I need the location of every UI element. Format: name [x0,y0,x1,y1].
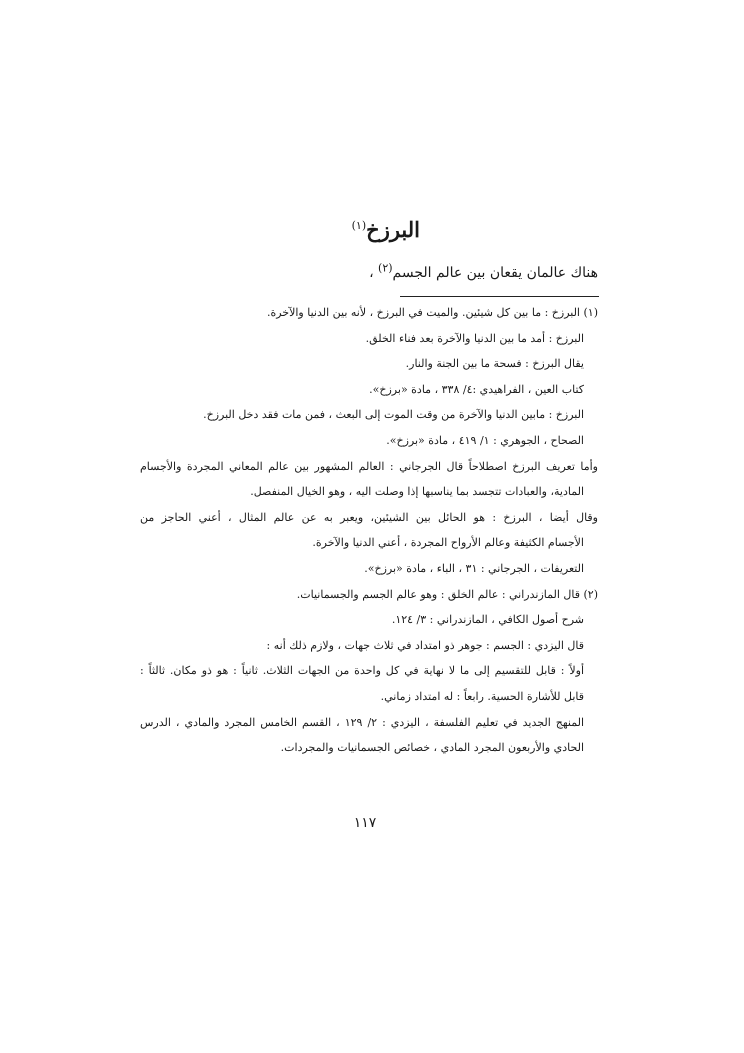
footnote-line: الأجسام الكثيفة وعالم الأرواح المجردة ، أعني الدنيا والآخرة. [312,536,584,550]
footnote-line: أولاً : قابل للتقسيم إلى ما لا نهاية في كل واحدة من الجهات الثلاث. ثانياً : هو ذو مكان. ثالثاً : [140,664,584,678]
footnote-line: وقال أيضا ، البرزخ : هو الحائل بين الشيئين، ويعبر به عن عالم المثال ، أعني الحاجز من [140,510,598,524]
footnote-line: شرح أصول الكافي ، المازندراني : ٣/ ١٢٤. [391,613,584,627]
intro-text: هناك عالمان يقعان بين عالم الجسم [392,265,598,281]
footnote-separator [400,296,599,297]
footnote-line: الصحاح ، الجوهري : ١/ ٤١٩ ، مادة «برزخ». [386,433,584,447]
footnote-line: وأما تعريف البرزخ اصطلاحاً قال الجرجاني : العالم المشهور بين عالم المعاني المجردة والأجسام [140,459,598,473]
footnote-line: الحادي والأربعون المجرد المادي ، خصائص الجسمانيات والمجردات. [280,741,584,755]
intro-tail: ، [369,265,379,281]
page-number: ١١٧ [353,815,377,831]
footnote-line: (٢) قال المازندراني : عالم الخلق : وهو عالم الجسم والجسمانيات. [296,587,598,601]
section-title [150,212,420,248]
footnote-line: المادية، والعبادات تتجسد بما يناسبها إذا وصلت اليه ، وهو الخيال المنفصل. [250,485,584,499]
footnote-line: قابل للأشارة الحسية. رابعاً : له امتداد زماني. [380,689,584,703]
footnotes [140,300,598,761]
footnote-ref-2: (٢) [378,261,393,275]
footnote-line: البرزخ : مابين الدنيا والآخرة من وقت الموت إلى البعث ، فمن مات فقد دخل البرزخ. [203,408,584,422]
footnote-line: البرزخ : أمد ما بين الدنيا والآخرة بعد فناء الخلق. [365,331,584,345]
section-title-text: البرزخ [366,217,420,242]
footnote-line: التعريفات ، الجرجاني : ٣١ ، الباء ، مادة «برزخ». [364,561,584,575]
intro-paragraph [200,258,598,288]
footnote-line: قال اليزدي : الجسم : جوهر ذو امتداد في ثلاث جهات ، ولازم ذلك أنه : [266,638,584,652]
footnote-line: (١) البرزخ : ما بين كل شيئين. والميت في البرزخ ، لأنه بين الدنيا والآخرة. [266,306,598,319]
footnote-line: المنهج الجديد في تعليم الفلسفة ، اليزدي : ٢/ ١٢٩ ، القسم الخامس المجرد والمادي ، الدرس [140,715,585,729]
footnote-line: كتاب العين ، الفراهيدي :٤/ ٣٣٨ ، مادة «برزخ». [369,382,584,396]
footnote-ref-1: (١) [351,219,367,232]
footnote-line: يقال البرزخ : فسحة ما بين الجنة والنار. [405,357,584,371]
